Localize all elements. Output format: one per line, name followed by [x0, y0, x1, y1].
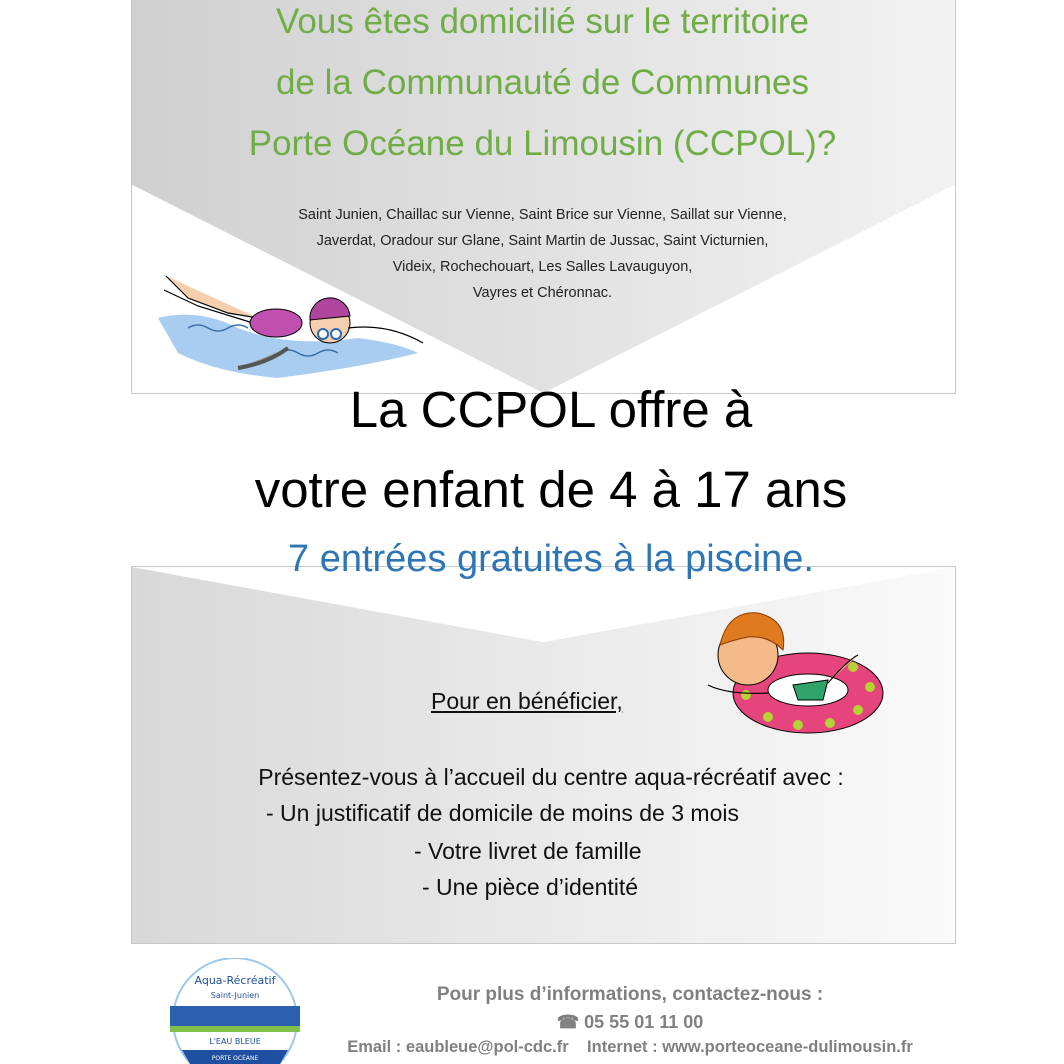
phone-icon: ☎	[556, 1012, 580, 1032]
svg-text:Saint-Junien: Saint-Junien	[210, 991, 260, 1000]
child-swim-ring-illustration	[698, 605, 888, 740]
offer-line-3: 7 entrées gratuites à la piscine.	[288, 538, 814, 580]
question-line-3: Porte Océane du Limousin (CCPOL)?	[248, 124, 837, 163]
condition-item: - Un justificatif de domicile de moins de 3 mois	[266, 800, 739, 826]
phone-line	[330, 1012, 930, 1033]
svg-text:PORTE OCÉANE: PORTE OCÉANE	[211, 1055, 259, 1062]
conditions-heading: Pour en bénéficier,	[431, 688, 623, 714]
question-line-1: Vous êtes domicilié sur le territoire	[276, 2, 809, 41]
website-link[interactable]: Internet : www.porteoceane-dulimousin.fr	[587, 1038, 913, 1056]
aqua-center-logo	[162, 958, 308, 1064]
offer-line-1: La CCPOL offre à	[349, 381, 753, 438]
question-line-2: de la Communauté de Communes	[275, 63, 810, 102]
swimmer-illustration	[158, 268, 438, 383]
condition-item: - Votre livret de famille	[414, 838, 642, 864]
offer-line-2: votre enfant de 4 à 17 ans	[254, 461, 848, 518]
svg-text:Aqua-Récréatif: Aqua-Récréatif	[194, 974, 276, 987]
email-link[interactable]: Email : eaubleue@pol-cdc.fr	[347, 1038, 569, 1056]
svg-text:L'EAU BLEUE: L'EAU BLEUE	[209, 1037, 261, 1046]
contact-heading: Pour plus d’informations, contactez-nous :	[436, 984, 824, 1005]
towns-line: Videix, Rochechouart, Les Salles Lavauguyon,	[392, 259, 693, 275]
condition-item: - Une pièce d’identité	[422, 874, 639, 900]
phone-number[interactable]: 05 55 01 11 00	[584, 1012, 704, 1032]
towns-line: Saint Junien, Chaillac sur Vienne, Saint Brice sur Vienne, Saillat sur Vienne,	[298, 207, 787, 223]
towns-line: Javerdat, Oradour sur Glane, Saint Martin de Jussac, Saint Victurnien,	[316, 233, 769, 249]
web-contact-line	[300, 1038, 960, 1057]
towns-line: Vayres et Chéronnac.	[472, 285, 613, 301]
conditions-intro: Présentez-vous à l’accueil du centre aqua-récréatif avec :	[258, 764, 844, 790]
